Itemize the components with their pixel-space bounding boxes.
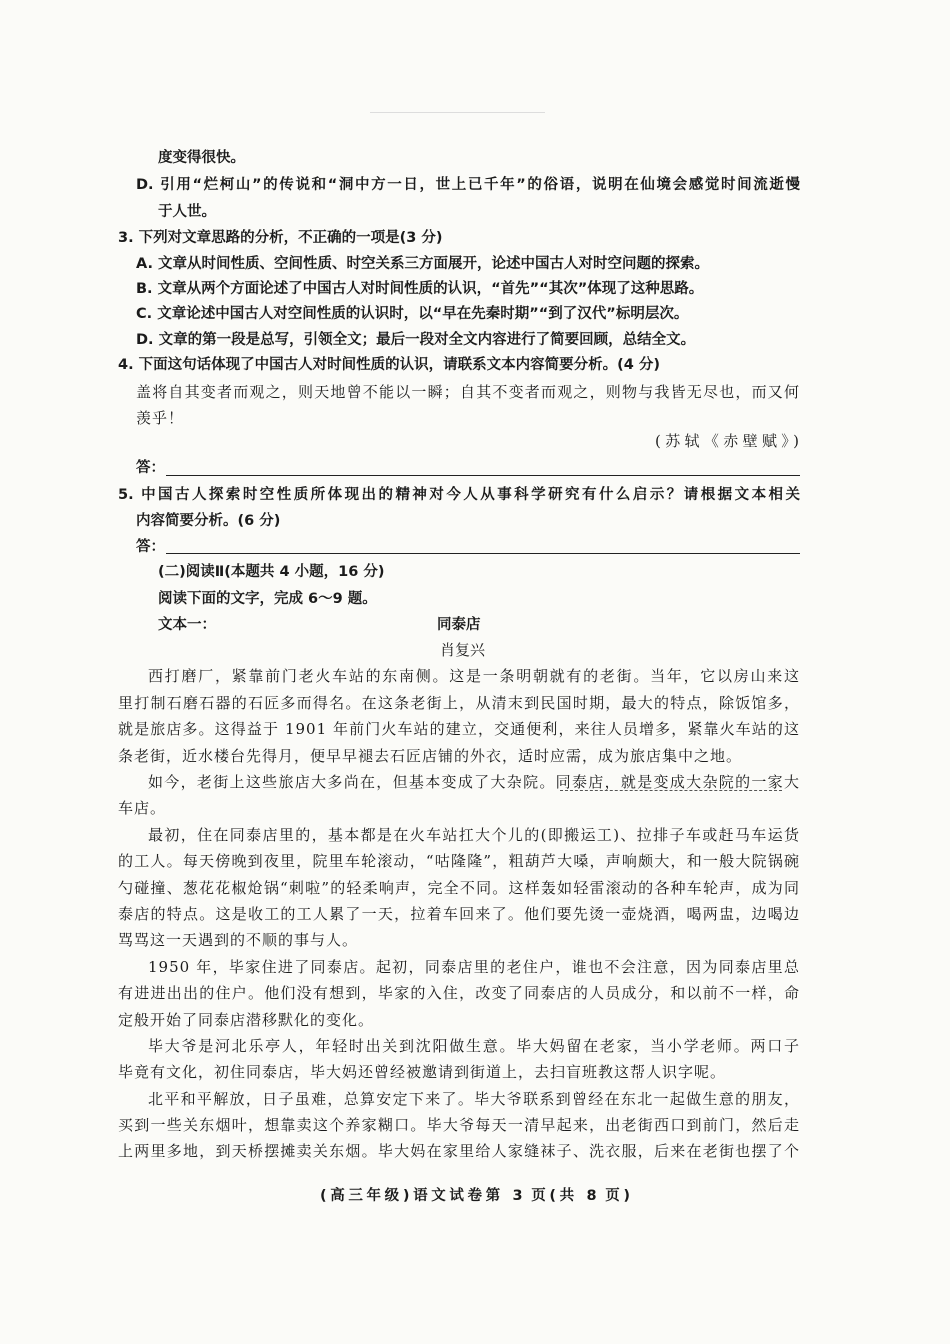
passage-line: 车店。	[118, 799, 167, 817]
passage-line: 北平和平解放，日子虽难，总算安定下来了。毕大爷联系到曾经在东北一起做生意的朋友，	[148, 1090, 800, 1108]
question-4-quote: 羡乎！	[136, 409, 185, 427]
handwritten-underline	[560, 790, 782, 791]
question-5-stem: 5. 中国古人探索时空性质所体现出的精神对今人从事科学研究有什么启示？请根据文本相关	[118, 487, 800, 503]
question-3-option-b: B. 文章从两个方面论述了中国古人对时间性质的认识，“首先”“其次”体现了这种思路。	[136, 281, 704, 297]
section-instruction: 阅读下面的文字，完成 6～9 题。	[158, 591, 377, 607]
passage-line: 毕大爷是河北乐亭人，年轻时出关到沈阳做生意。毕大妈留在老家，当小学老师。两口子	[148, 1037, 800, 1055]
passage-line: 泰店的特点。这是收工的工人累了一天，拉着车回来了。他们要先烫一壶烧酒，喝两盅，边喝边	[118, 905, 800, 923]
passage-line: 有进进出出的住户。他们没有想到，毕家的入住，改变了同泰店的人员成分，和以前不一样，命	[118, 984, 800, 1002]
passage-line: 就是旅店多。这得益于 1901 年前门火车站的建立，交通便利，来往人员增多，紧靠火车站的这	[118, 720, 800, 738]
passage-line: 条老街，近水楼台先得月，便早早褪去石匠店铺的外衣，适时应需，成为旅店集中之地。	[118, 747, 743, 765]
passage-line: 最初，住在同泰店里的，基本都是在火车站扛大个儿的(即搬运工)、拉排子车或赶马车运货	[148, 826, 800, 844]
question-3-option-a: A. 文章从时间性质、空间性质、时空关系三方面展开，论述中国古人对时空问题的探索。	[136, 256, 710, 272]
question-4-citation: (苏轼《赤壁赋》)	[655, 432, 800, 450]
question-3-option-c: C. 文章论述中国古人对空间性质的认识时，以“早在先秦时期”“到了汉代”标明层次。	[136, 306, 689, 322]
section-heading: (二)阅读Ⅱ(本题共 4 小题，16 分)	[158, 564, 385, 580]
answer-line[interactable]	[166, 475, 800, 476]
text-label: 文本一：	[158, 617, 216, 633]
option-d-line: D. 引用“烂柯山”的传说和“洞中方一日，世上已千年”的俗语，说明在仙境会感觉时间流逝慢	[136, 177, 800, 193]
passage-line: 西打磨厂，紧靠前门老火车站的东南侧。这是一条明朝就有的老街。当年，它以房山来这	[148, 667, 800, 685]
question-3-stem: 3. 下列对文章思路的分析，不正确的一项是(3 分)	[118, 230, 443, 246]
question-5-stem: 内容简要分析。(6 分)	[136, 513, 281, 529]
question-4-stem: 4. 下面这句话体现了中国古人对时间性质的认识，请联系文本内容简要分析。(4 分)	[118, 357, 661, 373]
passage-line: 上两里多地，到天桥摆摊卖关东烟。毕大妈在家里给人家缝袜子、洗衣服，后来在老街也摆了个	[118, 1142, 800, 1160]
answer-label: 答：	[136, 539, 165, 555]
answer-label: 答：	[136, 460, 165, 476]
passage-line: 里打制石磨石器的石匠多而得名。在这条老街上，从清末到民国时期，最大的特点，除饭馆多，	[118, 694, 800, 712]
passage-line: 买到一些关东烟叶，想靠卖这个养家糊口。毕大爷每天一清早起来，出老街西口到前门，然后走	[118, 1116, 800, 1134]
passage-line: 勺碰撞、葱花花椒炝锅“刺啦”的轻柔响声，完全不同。这样轰如轻雷滚动的各种车轮声，成为同	[118, 879, 800, 897]
passage-line: 如今，老街上这些旅店大多尚在，但基本变成了大杂院。同泰店，就是变成大杂院的一家大	[148, 773, 800, 791]
option-c-continuation: 度变得很快。	[158, 150, 245, 166]
article-author: 肖复兴	[440, 641, 486, 659]
scan-mark	[370, 112, 545, 113]
page-footer: (高三年级)语文试卷第 3 页(共 8 页)	[320, 1188, 630, 1204]
option-d-line: 于人世。	[158, 204, 216, 220]
question-3-option-d: D. 文章的第一段是总写，引领全文；最后一段对全文内容进行了简要回顾，总结全文。	[136, 332, 696, 348]
passage-line: 的工人。每天傍晚到夜里，院里车轮滚动，“咕隆隆”，粗葫芦大嗓，声响颇大，和一般大院锅碗	[118, 852, 800, 870]
answer-line[interactable]	[166, 553, 800, 554]
passage-line: 骂骂这一天遇到的不顺的事与人。	[118, 931, 359, 949]
passage-line: 毕竟有文化，初住同泰店，毕大妈还曾经被邀请到街道上，去扫盲班教这帮人识字呢。	[118, 1063, 727, 1081]
question-4-quote: 盖将自其变者而观之，则天地曾不能以一瞬；自其不变者而观之，则物与我皆无尽也，而又何	[136, 383, 800, 401]
passage-line: 定般开始了同泰店潜移默化的变化。	[118, 1011, 375, 1029]
article-title: 同泰店	[437, 617, 481, 633]
passage-line: 1950 年，毕家住进了同泰店。起初，同泰店里的老住户，谁也不会注意，因为同泰店里总	[148, 958, 800, 976]
